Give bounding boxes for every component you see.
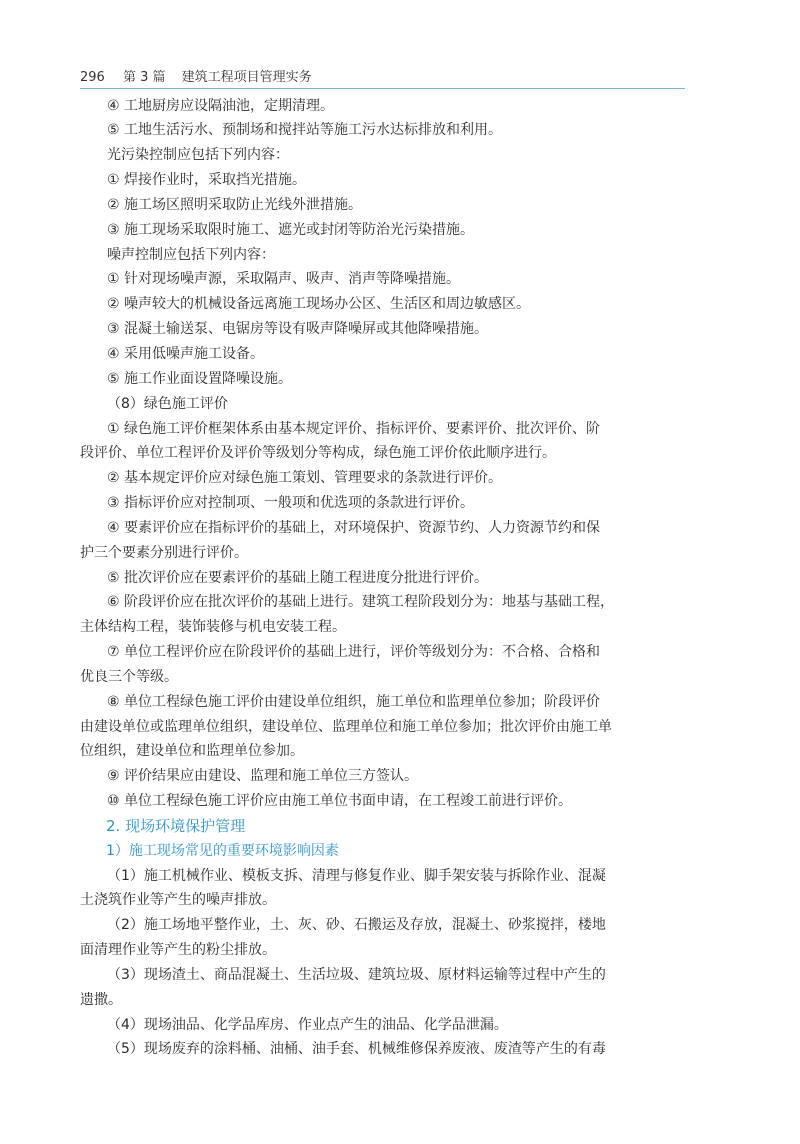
chapter-title: 建筑工程项目管理实务	[181, 70, 312, 85]
text-line: 噪声控制应包括下列内容：	[107, 247, 275, 263]
part-label: 第 3 篇	[122, 70, 166, 85]
text-line: ③ 混凝土输送泵、电锯房等设有吸声降噪屏或其他降噪措施。	[107, 321, 488, 337]
text-line: ⑨ 评价结果应由建设、监理和施工单位三方签认。	[107, 768, 418, 784]
text-line: 光污染控制应包括下列内容：	[107, 147, 289, 163]
text-line: ② 基本规定评价应对绿色施工策划、管理要求的条款进行评价。	[107, 470, 502, 486]
header-rule	[80, 88, 685, 89]
text-line: （3）现场渣土、商品混凝土、生活垃圾、建筑垃圾、原材料运输等过程中产生的	[107, 967, 606, 983]
text-line: ③ 指标评价应对控制项、一般项和优选项的条款进行评价。	[107, 495, 474, 511]
text-line: 土浇筑作业等产生的噪声排放。	[80, 892, 276, 908]
text-line: ⑤ 批次评价应在要素评价的基础上随工程进度分批进行评价。	[107, 570, 488, 586]
text-line: ② 施工场区照明采取防止光线外泄措施。	[107, 197, 362, 213]
text-line: 优良三个等级。	[80, 669, 178, 685]
section-heading: 2. 现场环境保护管理	[106, 817, 246, 835]
text-line: ④ 采用低噪声施工设备。	[107, 346, 265, 362]
text-line: （4）现场油品、化学品库房、作业点产生的油品、化学品泄漏。	[107, 1017, 508, 1033]
text-line: 面清理作业等产生的粉尘排放。	[80, 942, 276, 958]
text-line: ④ 要素评价应在指标评价的基础上，对环境保护、资源节约、人力资源节约和保	[107, 520, 600, 536]
text-line: （2）施工场地平整作业，土、灰、砂、石搬运及存放，混凝土、砂浆搅拌，楼地	[107, 917, 606, 933]
text-line: ① 焊接作业时，采取挡光措施。	[107, 172, 307, 188]
header-text	[80, 66, 312, 85]
text-line: （5）现场废弃的涂料桶、油桶、油手套、机械维修保养废液、废渣等产生的有毒	[107, 1041, 606, 1057]
text-line: ③ 施工现场采取限时施工、遮光或封闭等防治光污染措施。	[107, 222, 474, 238]
text-line: ⑤ 施工作业面设置降噪设施。	[107, 371, 293, 387]
text-line: ② 噪声较大的机械设备远离施工现场办公区、生活区和周边敏感区。	[107, 296, 530, 312]
subsection-heading: 1）施工现场常见的重要环境影响因素	[106, 843, 339, 859]
text-line: ⑥ 阶段评价应在批次评价的基础上进行。建筑工程阶段划分为：地基与基础工程，	[107, 594, 614, 610]
text-line: （1）施工机械作业、模板支拆、清理与修复作业、脚手架安装与拆除作业、混凝	[107, 868, 606, 884]
text-line: ① 针对现场噪声源，采取隔声、吸声、消声等降噪措施。	[107, 271, 460, 287]
text-line: ① 绿色施工评价框架体系由基本规定评价、指标评价、要素评价、批次评价、阶	[107, 421, 600, 437]
text-line: ⑧ 单位工程绿色施工评价由建设单位组织，施工单位和监理单位参加；阶段评价	[107, 694, 600, 710]
text-line: 护三个要素分别进行评价。	[80, 545, 248, 561]
text-line: ④ 工地厨房应设隔油池，定期清理。	[107, 98, 335, 114]
text-line: 由建设单位或监理单位组织，建设单位、监理单位和施工单位参加；批次评价由施工单	[80, 719, 612, 735]
text-line: 主体结构工程，装饰装修与机电安装工程。	[80, 619, 346, 635]
text-line: 遗撒。	[80, 992, 122, 1008]
text-line: 位组织，建设单位和监理单位参加。	[80, 743, 304, 759]
text-line: ⑤ 工地生活污水、预制场和搅拌站等施工污水达标排放和利用。	[107, 122, 502, 138]
text-line: 段评价、单位工程评价及评价等级划分等构成，绿色施工评价依此顺序进行。	[80, 445, 556, 461]
text-line: ⑦ 单位工程评价应在阶段评价的基础上进行，评价等级划分为：不合格、合格和	[107, 644, 600, 660]
section-heading-8: （8）绿色施工评价	[107, 396, 228, 412]
page-number: 296	[80, 70, 105, 85]
running-header	[80, 62, 685, 92]
text-line: ⑩ 单位工程绿色施工评价应由施工单位书面申请，在工程竣工前进行评价。	[107, 793, 572, 809]
